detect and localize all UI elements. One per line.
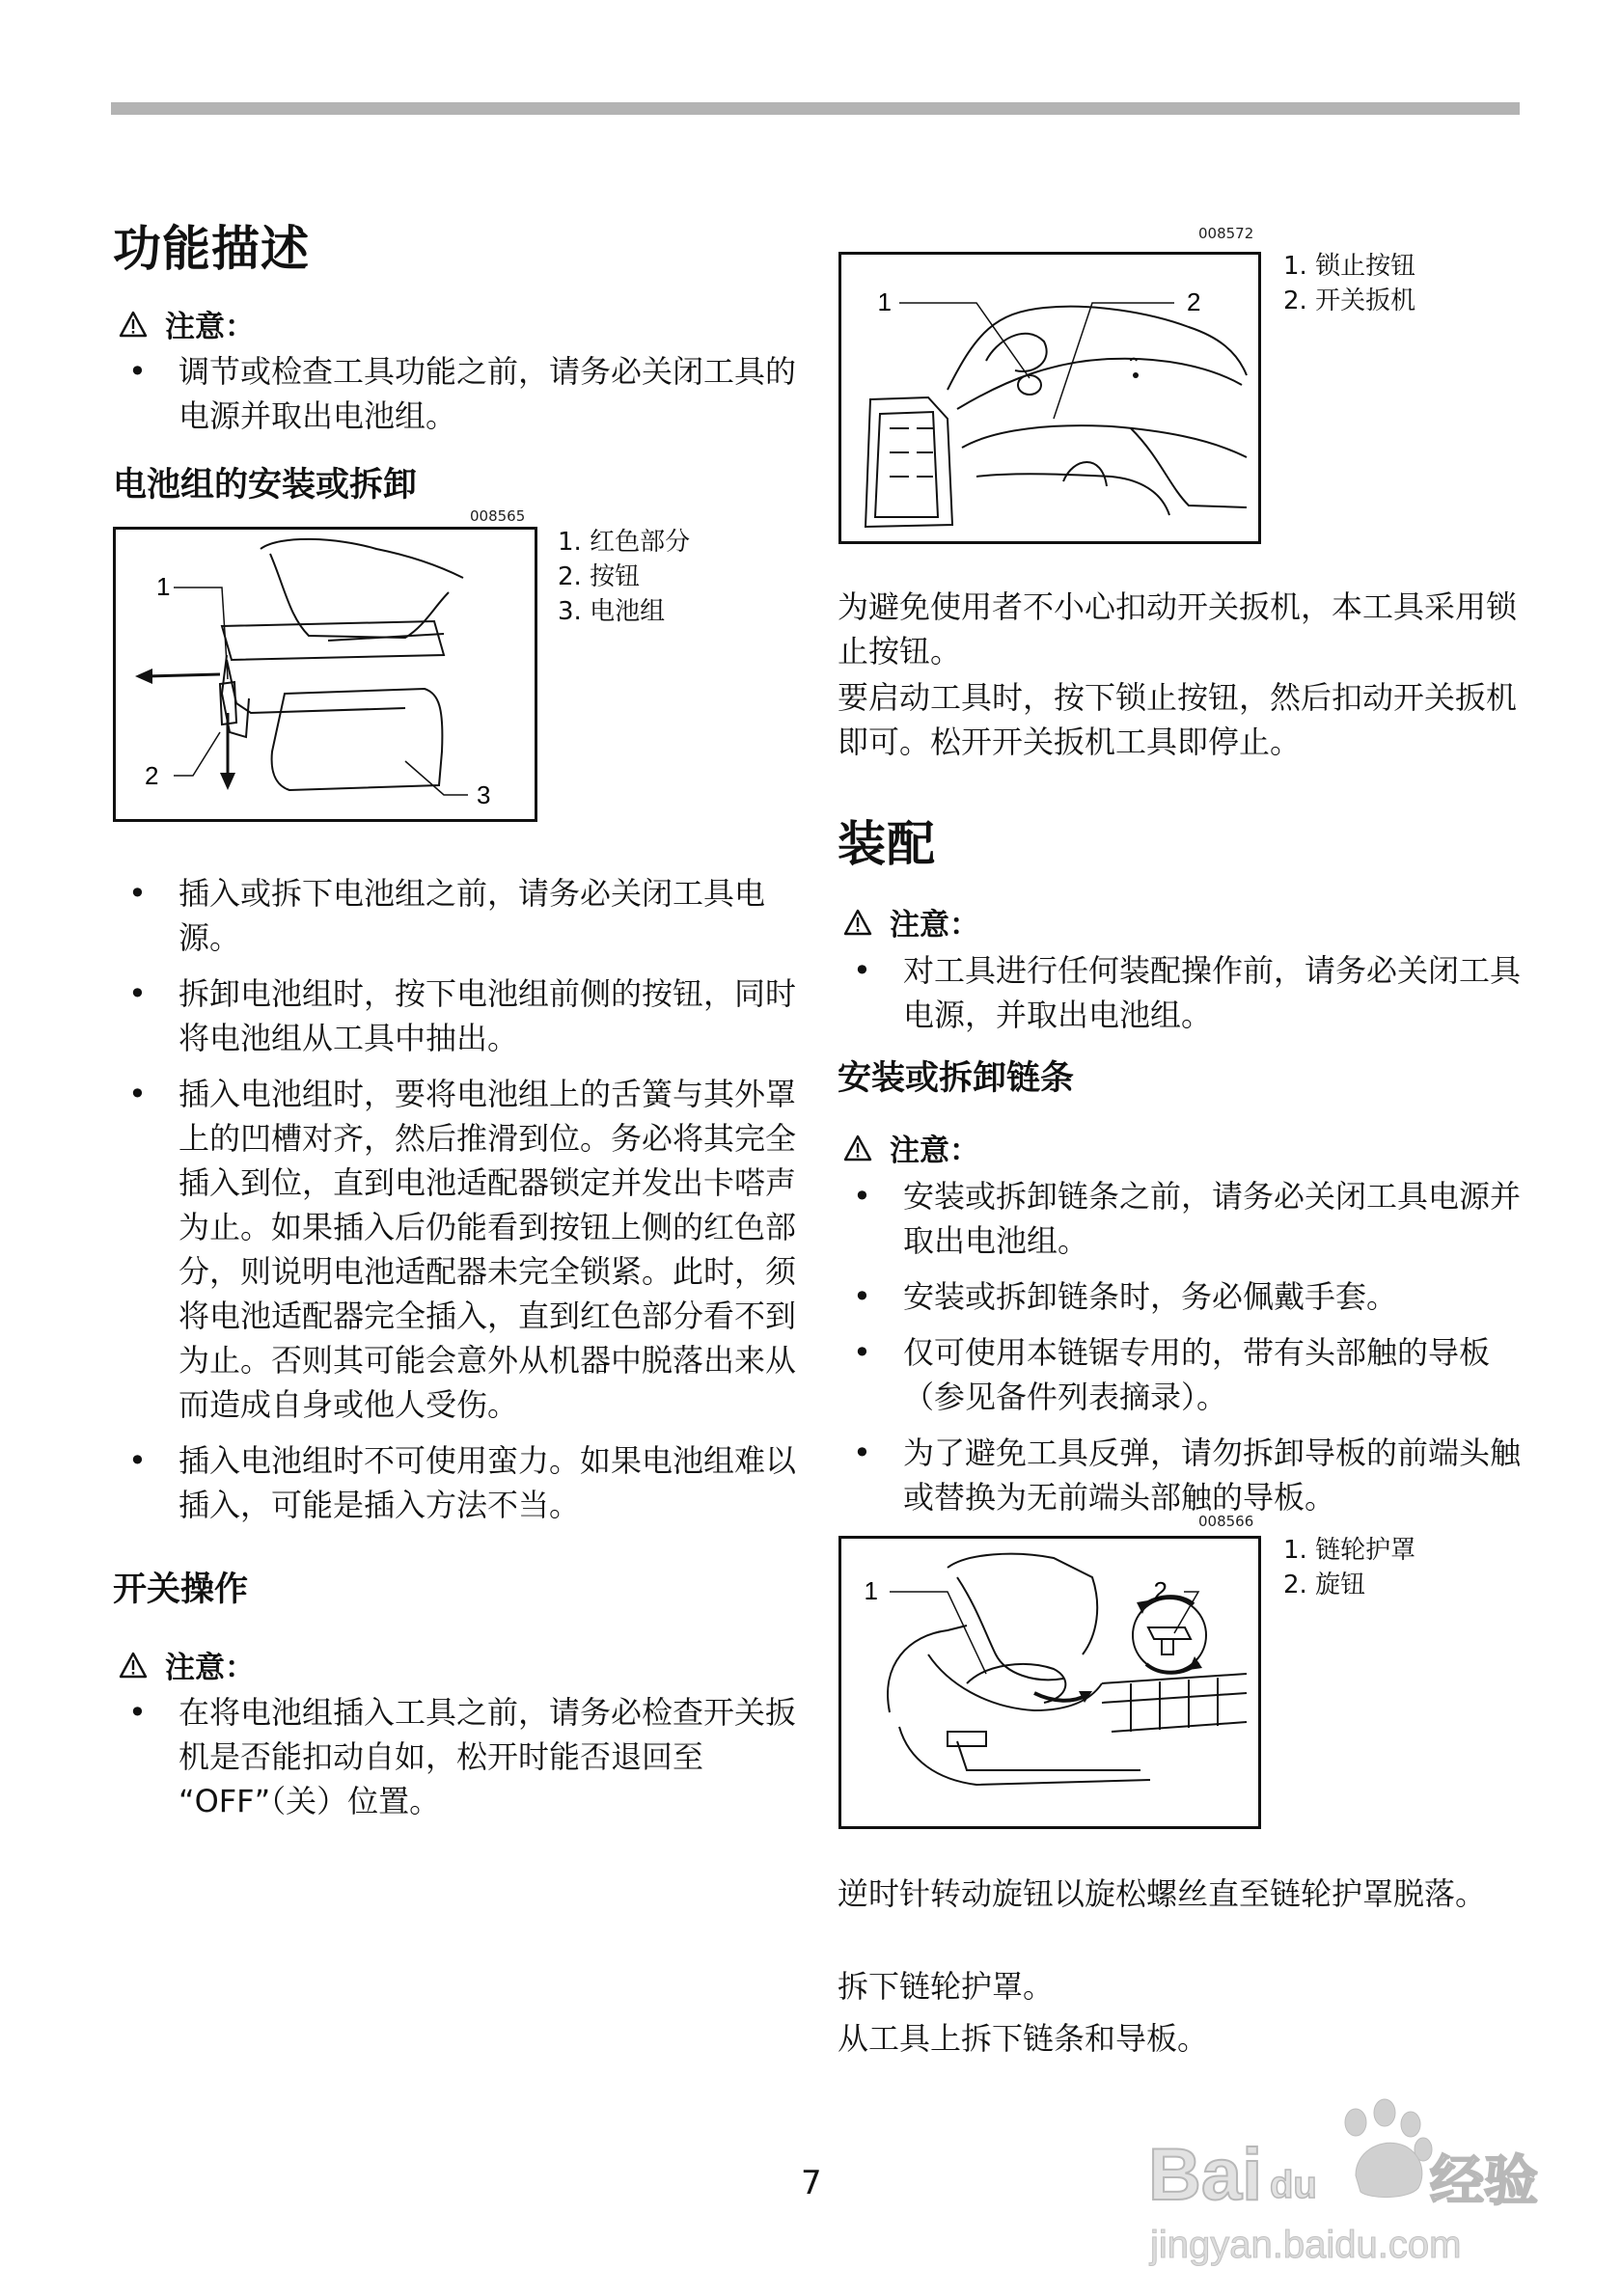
- legend-item: 3. 电池组: [558, 597, 666, 626]
- section-title-chain: 安装或拆卸链条: [838, 1059, 1075, 1098]
- callout-1: 1: [864, 1576, 878, 1605]
- caution-list-features: [113, 349, 798, 450]
- list-item: • 为了避免工具反弹，请勿拆卸导板的前端头触或替换为无前端头部触的导板。: [838, 1431, 1525, 1519]
- caution-list-assembly: [838, 948, 1525, 1049]
- section-title-assembly: 装配: [838, 816, 936, 872]
- caution-list-switch: [113, 1690, 798, 1835]
- top-rule: [111, 102, 1520, 115]
- warning-icon: [843, 1134, 872, 1162]
- legend-item: 1. 红色部分: [558, 528, 691, 557]
- caution-assembly: [843, 900, 979, 943]
- svg-text:Bai: Bai: [1148, 2134, 1263, 2216]
- callout-3: 3: [477, 780, 491, 809]
- list-item: • 插入或拆下电池组之前，请务必关闭工具电源。: [113, 871, 798, 960]
- caution-chain: [843, 1126, 979, 1169]
- figure-code-chain: 008566: [1198, 1513, 1254, 1530]
- figure-legend-battery: [558, 525, 690, 629]
- battery-illustration: [116, 530, 535, 819]
- baidu-watermark-logo: [1148, 2084, 1538, 2277]
- caution-switch: [119, 1643, 255, 1686]
- section-title-features: 功能描述: [113, 221, 310, 277]
- list-item: • 安装或拆卸链条时，务必佩戴手套。: [838, 1274, 1525, 1319]
- switch-paragraph: 为避免使用者不小心扣动开关扳机，本工具采用锁止按钮。: [838, 588, 1518, 670]
- caution-label: 注意：: [165, 1651, 255, 1685]
- section-title-switch: 开关操作: [113, 1571, 249, 1609]
- figure-code-switch: 008572: [1198, 225, 1254, 242]
- list-item: • 插入电池组时不可使用蛮力。如果电池组难以插入，可能是插入方法不当。: [113, 1438, 798, 1527]
- legend-item: 2. 开关扳机: [1283, 287, 1416, 315]
- figure-switch: [838, 252, 1261, 544]
- list-item: • 插入电池组时，要将电池组上的舌簧与其外罩上的凹槽对齐，然后推滑到位。务必将其完全插入到位，直到电池适配器锁定并发出卡嗒声为止。如果插入后仍能看到按钮上侧的红色部分，则说明电池适配器未完全锁紧。此时，须将电池适配器完全插入，直到红色部分看不到为止。否则其可能会意外从机器中脱落出来从而造成自身或他人受伤。: [113, 1072, 798, 1427]
- figure-legend-chain: [1283, 1533, 1415, 1602]
- list-item: • 调节或检查工具功能之前，请务必关闭工具的电源并取出电池组。: [113, 349, 798, 438]
- caution-label: 注意：: [890, 908, 979, 943]
- baidu-watermark: [1148, 2084, 1538, 2277]
- figure-code-battery: 008565: [470, 507, 526, 525]
- switch-paragraph: 要启动工具时，按下锁止按钮，然后扣动开关扳机即可。松开开关扳机工具即停止。: [838, 679, 1518, 760]
- callout-2: 2: [1187, 287, 1201, 316]
- battery-list: [113, 871, 798, 1539]
- list-item: • 在将电池组插入工具之前，请务必检查开关扳机是否能扣动自如，松开时能否退回至 “OFF”（关）位置。: [113, 1690, 798, 1823]
- list-item: • 安装或拆卸链条之前，请务必关闭工具电源并取出电池组。: [838, 1174, 1525, 1263]
- callout-1: 1: [877, 287, 892, 316]
- warning-icon: [843, 909, 872, 936]
- legend-item: 1. 锁止按钮: [1283, 252, 1416, 281]
- caution-list-chain: [838, 1174, 1525, 1531]
- chain-paragraph: 拆下链轮护罩。: [838, 1968, 1055, 2005]
- page-number: 7: [801, 2164, 822, 2202]
- legend-item: 2. 按钮: [558, 562, 641, 591]
- figure-legend-switch: [1283, 249, 1415, 318]
- list-item: • 仅可使用本链锯专用的，带有头部触的导板 （参见备件列表摘录）。: [838, 1330, 1525, 1419]
- list-item: • 拆卸电池组时，按下电池组前侧的按钮，同时将电池组从工具中抽出。: [113, 971, 798, 1060]
- chain-illustration: [841, 1539, 1258, 1826]
- legend-item: 1. 链轮护罩: [1283, 1536, 1416, 1565]
- list-item: • 对工具进行任何装配操作前，请务必关闭工具电源，并取出电池组。: [838, 948, 1525, 1037]
- figure-battery: [113, 527, 537, 822]
- chain-paragraph: 逆时针转动旋钮以旋松螺丝直至链轮护罩脱落。: [838, 1875, 1487, 1912]
- svg-text:经验: 经验: [1430, 2150, 1538, 2211]
- section-title-battery: 电池组的安装或拆卸: [113, 466, 418, 505]
- warning-icon: [119, 311, 148, 338]
- svg-text:du: du: [1270, 2164, 1317, 2206]
- legend-item: 2. 旋钮: [1283, 1571, 1366, 1599]
- chain-paragraph: 从工具上拆下链条和导板。: [838, 2020, 1209, 2057]
- callout-1: 1: [156, 572, 171, 601]
- figure-chain: [838, 1536, 1261, 1829]
- callout-2: 2: [1153, 1576, 1168, 1605]
- warning-icon: [119, 1652, 148, 1679]
- svg-text:jingyan.baidu.com: jingyan.baidu.com: [1150, 2224, 1462, 2266]
- caution-features: [119, 302, 255, 345]
- caution-label: 注意：: [890, 1134, 979, 1168]
- caution-label: 注意：: [165, 310, 255, 344]
- callout-2: 2: [145, 761, 159, 790]
- switch-illustration: [841, 255, 1258, 541]
